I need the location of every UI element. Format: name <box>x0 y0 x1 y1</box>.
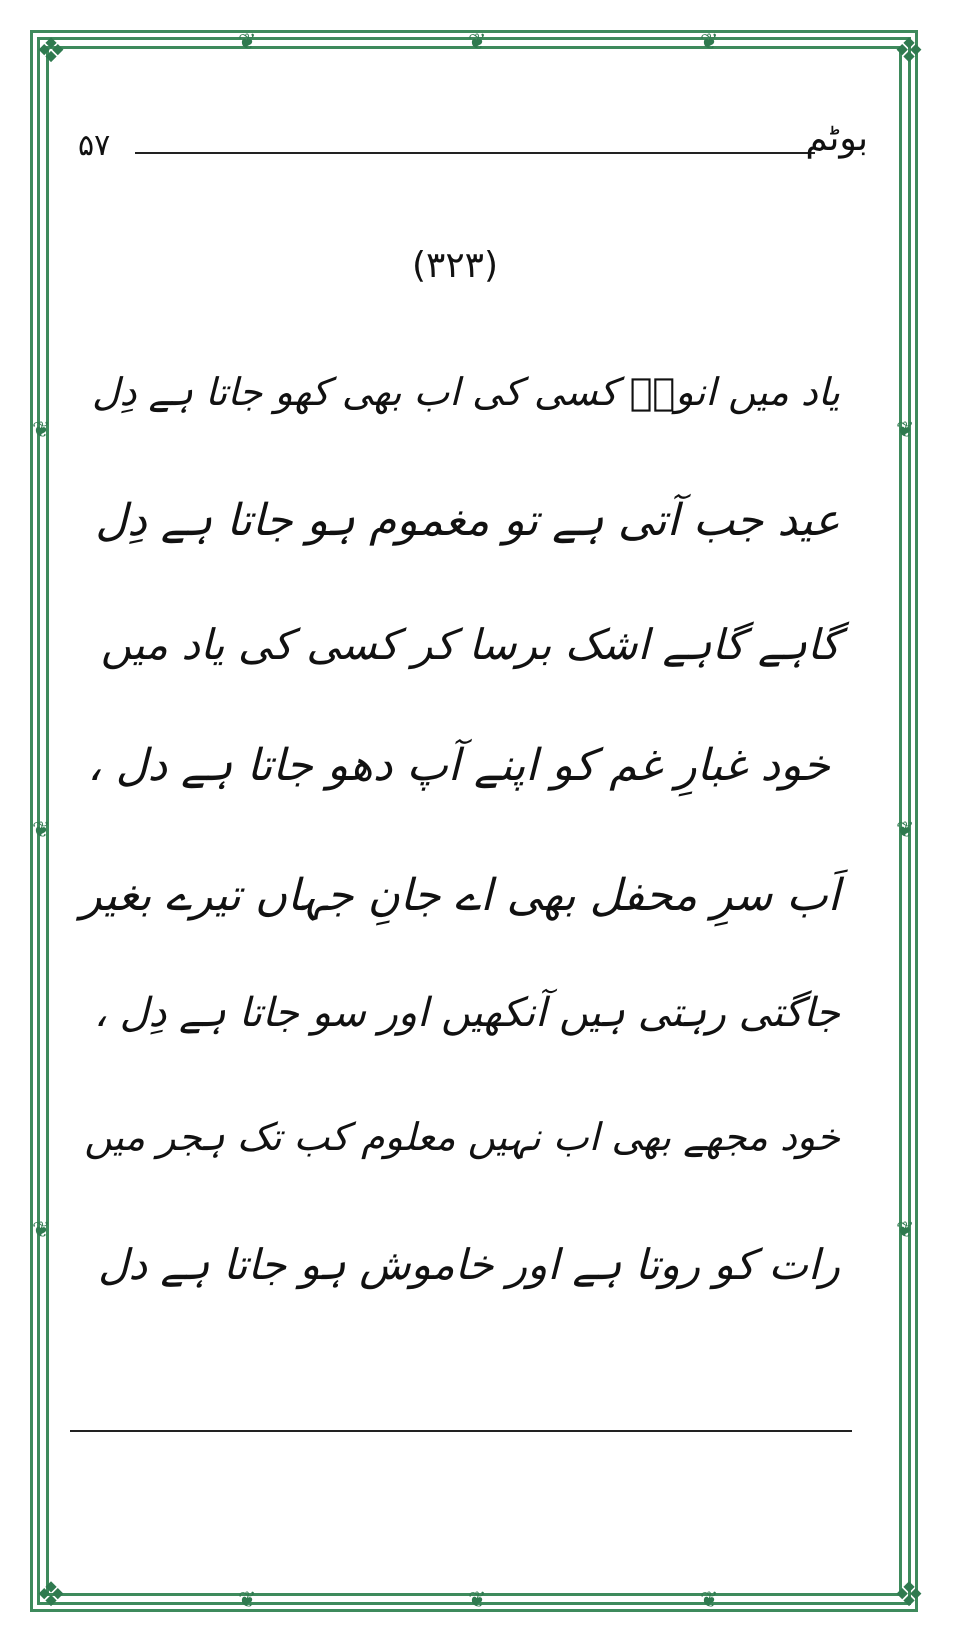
border-knot-icon: ❦ <box>896 418 915 443</box>
border-knot-icon: ❦ <box>896 1218 915 1243</box>
border-knot-icon: ❦ <box>32 418 51 443</box>
border-knot-icon: ❦ <box>468 30 487 55</box>
corner-ornament-icon: ❖ <box>35 31 67 71</box>
running-header-title: بوٹم <box>805 118 868 159</box>
verse-line-1: یاد میں انورؔ کسی کی اب بھی کھو جاتا ہے دِل <box>91 370 840 414</box>
verse-line-5: اَب سرِ محفل بھی اے جانِ جہاں تیرے بغیر <box>80 870 840 921</box>
corner-ornament-icon: ❖ <box>893 1575 925 1615</box>
corner-ornament-icon: ❖ <box>35 1575 67 1615</box>
border-knot-icon: ❦ <box>238 30 257 55</box>
header-rule <box>135 152 815 154</box>
footer-rule <box>70 1430 852 1432</box>
border-knot-icon: ❦ <box>896 818 915 843</box>
border-knot-icon: ❦ <box>700 30 719 55</box>
verse-line-8: رات کو روتا ہے اور خاموش ہو جاتا ہے دل <box>97 1240 840 1289</box>
border-knot-icon: ❦ <box>700 1588 719 1613</box>
page-number: ۵۷ <box>78 128 111 163</box>
verse-line-4: خود غبارِ غم کو اپنے آپ دھو جاتا ہے دل ، <box>87 740 830 791</box>
poem-number: (۳۲۳) <box>411 245 499 286</box>
verse-line-6: جاگتی رہتی ہیں آنکھیں اور سو جاتا ہے دِل ، <box>93 990 840 1036</box>
border-knot-icon: ❦ <box>238 1588 257 1613</box>
border-knot-icon: ❦ <box>468 1588 487 1613</box>
verse-line-2: عید جب آتی ہے تو مغموم ہو جاتا ہے دِل <box>95 495 840 546</box>
verse-line-3: گاہے گاہے اشک برسا کر کسی کی یاد میں <box>100 620 840 669</box>
corner-ornament-icon: ❖ <box>893 31 925 71</box>
verse-line-7: خود مجھے بھی اب نہیں معلوم کب تک ہجر میں <box>84 1115 840 1159</box>
border-knot-icon: ❦ <box>32 818 51 843</box>
border-knot-icon: ❦ <box>32 1218 51 1243</box>
